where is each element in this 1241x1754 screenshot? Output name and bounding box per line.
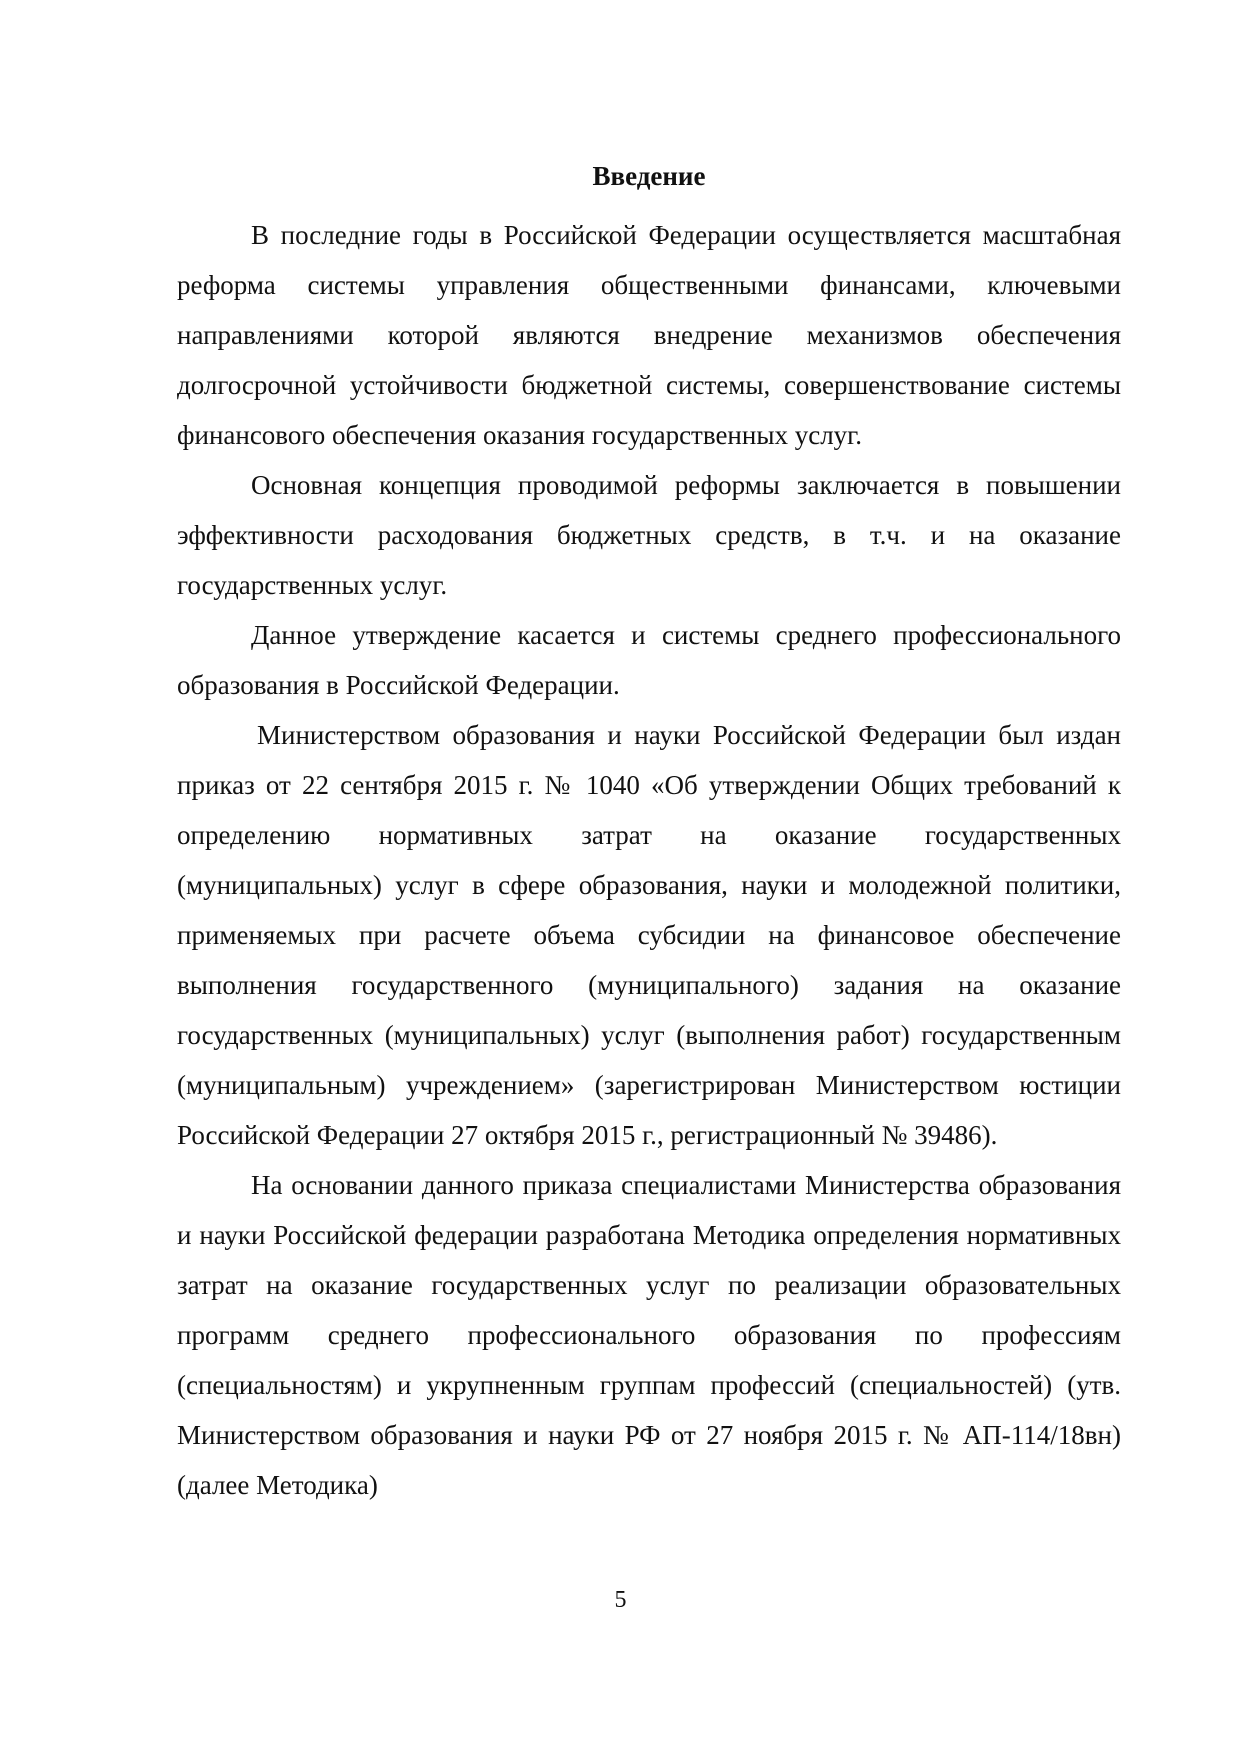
page-number: 5	[614, 1587, 627, 1613]
page-body	[177, 158, 1121, 1510]
paragraph-reform-concept: Основная концепция проводимой реформы заключается в повышении эффективности расходования бюджетных средств, в т.ч. и на оказание государственных услуг.	[177, 470, 1121, 600]
paragraph-vocational-education: Данное утверждение касается и системы среднего профессионального образования в Российской Федерации.	[177, 620, 1121, 700]
section-title: Введение	[592, 161, 706, 191]
paragraph-ministry-order: Министерством образования и науки Российской Федерации был издан приказ от 22 сентября 2015 г. № 1040 «Об утверждении Общих требований к определению нормативных затрат на оказание государственных (муниципальных) услуг в сфере образования, науки и молодежной политики, применяемых при расчете объема субсидии на финансовое обеспечение выполнения государственного (муниципального) задания на оказание государственных (муниципальных) услуг (выполнения работ) государственным (муниципальным) учреждением» (зарегистрирован Министерством юстиции Российской Федерации 27 октября 2015 г., регистрационный № 39486).	[177, 720, 1121, 1150]
paragraph-methodology: На основании данного приказа специалистами Министерства образования и науки Российской федерации разработана Методика определения нормативных затрат на оказание государственных услуг по реализации образовательных программ среднего профессионального образования по профессиям (специальностям) и укрупненным группам профессий (специальностей) (утв. Министерством образования и науки РФ от 27 ноября 2015 г. № АП-114/18вн) (далее Методика)	[177, 1170, 1121, 1500]
paragraph-reform-intro: В последние годы в Российской Федерации осуществляется масштабная реформа системы управления общественными финансами, ключевыми направлениями которой являются внедрение механизмов обеспечения долгосрочной устойчивости бюджетной системы, совершенствование системы финансового обеспечения оказания государственных услуг.	[177, 220, 1121, 450]
